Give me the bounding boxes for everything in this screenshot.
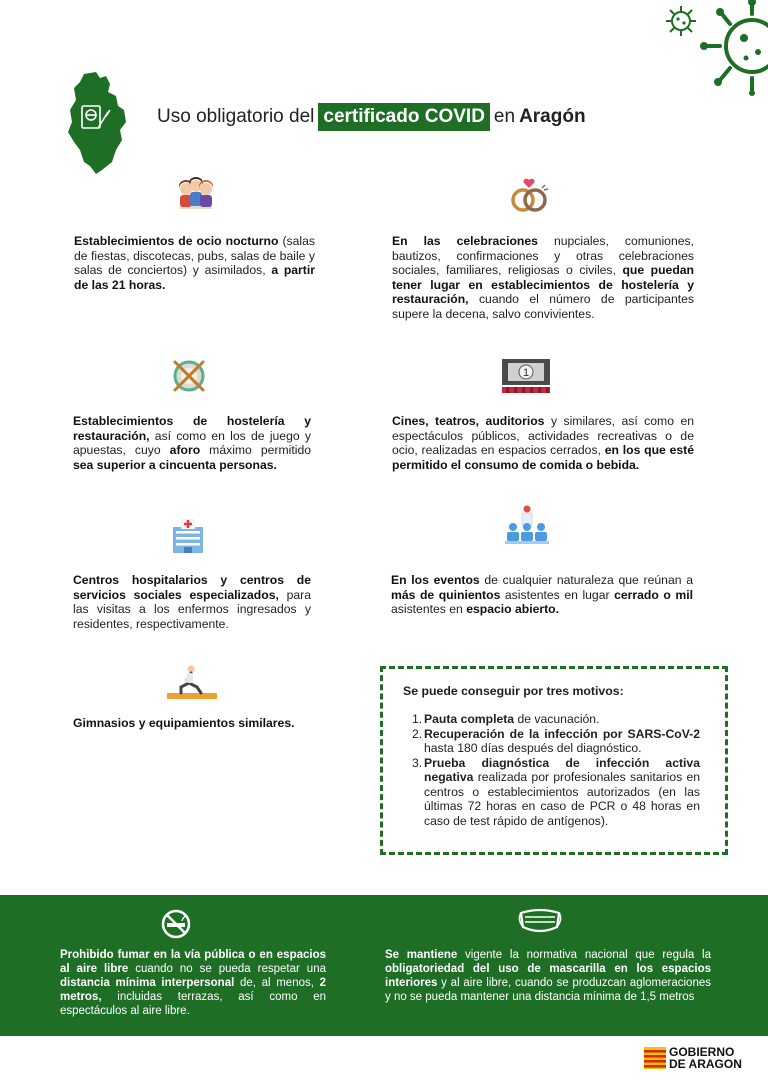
bold-text: Prohibido fumar en la vía pública o en espacios al aire libre	[60, 949, 326, 975]
text: para las visitas a los enfermos ingresados y residentes, respectivamente.	[73, 587, 311, 631]
text: cuando el número de participantes supere la decena, salvo convivientes.	[392, 292, 694, 321]
large-virus-icon	[700, 0, 768, 96]
title-region: Aragón	[519, 106, 586, 127]
item-text	[392, 234, 694, 322]
text: y al aire libre, cuando se produzcan aglomeraciones y no se pueda mantener una distancia mínima de 1,5 metros	[385, 977, 711, 1003]
title-prefix: Uso obligatorio del	[157, 106, 315, 127]
logo-line1: GOBIERNO	[669, 1045, 735, 1059]
page-title	[157, 103, 586, 131]
item-text	[391, 573, 693, 617]
text: vigente la normativa nacional que regula la	[457, 949, 712, 961]
logo-line2: DE ARAGON	[669, 1057, 742, 1071]
people-group-icon	[176, 177, 216, 211]
no-smoking-icon	[160, 908, 192, 940]
plate-cutlery-icon	[170, 357, 208, 395]
bold-text: aforo	[169, 443, 201, 458]
bold-text: Recuperación de la infección por SARS-CoV-2	[424, 726, 700, 741]
title-highlight: certificado COVID	[318, 103, 490, 131]
small-virus-icon	[664, 4, 698, 38]
cinema-screen-icon	[500, 357, 552, 395]
text: (salas de fiestas, discotecas, pubs, salas de baile y salas de conciertos) y asimilados,	[74, 234, 315, 278]
item-text	[73, 573, 311, 631]
text: asistentes en	[391, 602, 467, 617]
item-text	[392, 414, 694, 472]
item-text	[73, 716, 313, 731]
face-mask-icon	[517, 905, 563, 935]
item-text	[73, 414, 311, 472]
bold-text: más de quinientos	[391, 587, 501, 602]
bold-text: obligatoriedad del uso de mascarilla en los espacios interiores	[385, 963, 711, 989]
bold-text: Gimnasios y equipamientos similares.	[73, 716, 295, 730]
svg-text:1: 1	[522, 367, 530, 379]
bold-text: 2 metros,	[60, 977, 326, 1003]
motive-item: 2. Recuperación de la infección por SARS-CoV-2 hasta 180 días después del diagnóstico.	[412, 726, 700, 755]
hospital-icon	[169, 515, 207, 555]
bold-text: que puedan tener lugar en establecimientos de hostelería y restauración,	[392, 263, 694, 307]
item-text	[74, 234, 315, 292]
motive-item: 1. Pauta completa de vacunación.	[412, 712, 600, 726]
bold-text: Establecimientos de hostelería y restauración,	[73, 414, 311, 443]
bold-text: Se mantiene	[385, 949, 458, 961]
motives-heading: Se puede conseguir por tres motivos:	[403, 684, 624, 698]
gobierno-aragon-logo	[644, 1046, 756, 1072]
title-connector: en	[493, 106, 516, 127]
wedding-rings-icon	[508, 178, 550, 214]
motive-item: 3. Prueba diagnóstica de infección activa negativa realizada por profesionales sanitarios en centros o establecimientos autorizados (en las últimas 72 horas en caso de PCR o 48 horas en caso de test rápido de antígenos).	[412, 755, 700, 828]
bold-text: cerrado o mil	[614, 587, 693, 602]
gym-workout-icon	[167, 665, 217, 701]
text: y similares, así como en espectáculos públicos, actividades recreativas o de ocio, realizadas en espacios cerrados,	[392, 414, 695, 458]
footer-text-mask	[385, 948, 711, 1004]
text: hasta 180 días después del diagnóstico.	[424, 741, 642, 755]
bold-text: Prueba diagnóstica de infección activa negativa	[424, 755, 700, 784]
bold-text: Cines, teatros, auditorios	[392, 414, 545, 428]
text: realizada por profesionales sanitarios en centros o establecimientos autorizados (en las últimas 72 horas en caso de PCR o 48 horas en caso de test rápido de antígenos).	[424, 770, 700, 828]
footer-text-smoking	[60, 948, 326, 1018]
bold-text: Pauta completa	[424, 712, 515, 726]
bold-text: sea superior a cincuenta personas.	[73, 457, 277, 472]
bold-text: En las celebraciones	[392, 234, 538, 248]
text: de, al menos,	[234, 977, 320, 989]
bold-text: espacio abierto.	[466, 602, 559, 617]
text: cuando no se pueda respetar una	[128, 963, 326, 975]
aragon-flag-icon	[644, 1047, 666, 1069]
text: máximo permitido	[200, 443, 311, 458]
bold-text: distancia mínima interpersonal	[60, 977, 235, 989]
motives-list	[412, 712, 700, 828]
bold-text: Establecimientos de ocio nocturno	[74, 234, 279, 248]
bold-text: a partir de las 21 horas.	[74, 263, 315, 292]
audience-event-icon	[503, 505, 551, 545]
bold-text: En los eventos	[391, 573, 480, 587]
text: de vacunación.	[514, 712, 600, 726]
text: incluidas terrazas, así como en espectáculos al aire libre.	[60, 991, 326, 1017]
text: de cualquier naturaleza que reúnan a	[479, 573, 693, 587]
bold-text: Centros hospitalarios y centros de servicios sociales especializados,	[73, 573, 311, 602]
text: asistentes en lugar	[500, 587, 615, 602]
aragon-map-icon	[66, 70, 130, 176]
text: así como en los de juego y apuestas, cuyo	[73, 428, 311, 458]
text: nupciales, comuniones, bautizos, confirmaciones y otras celebraciones sociales, familiares, religiosas o civiles,	[392, 234, 694, 278]
bold-text: en los que esté permitido el consumo de comida o bebida.	[392, 443, 694, 472]
